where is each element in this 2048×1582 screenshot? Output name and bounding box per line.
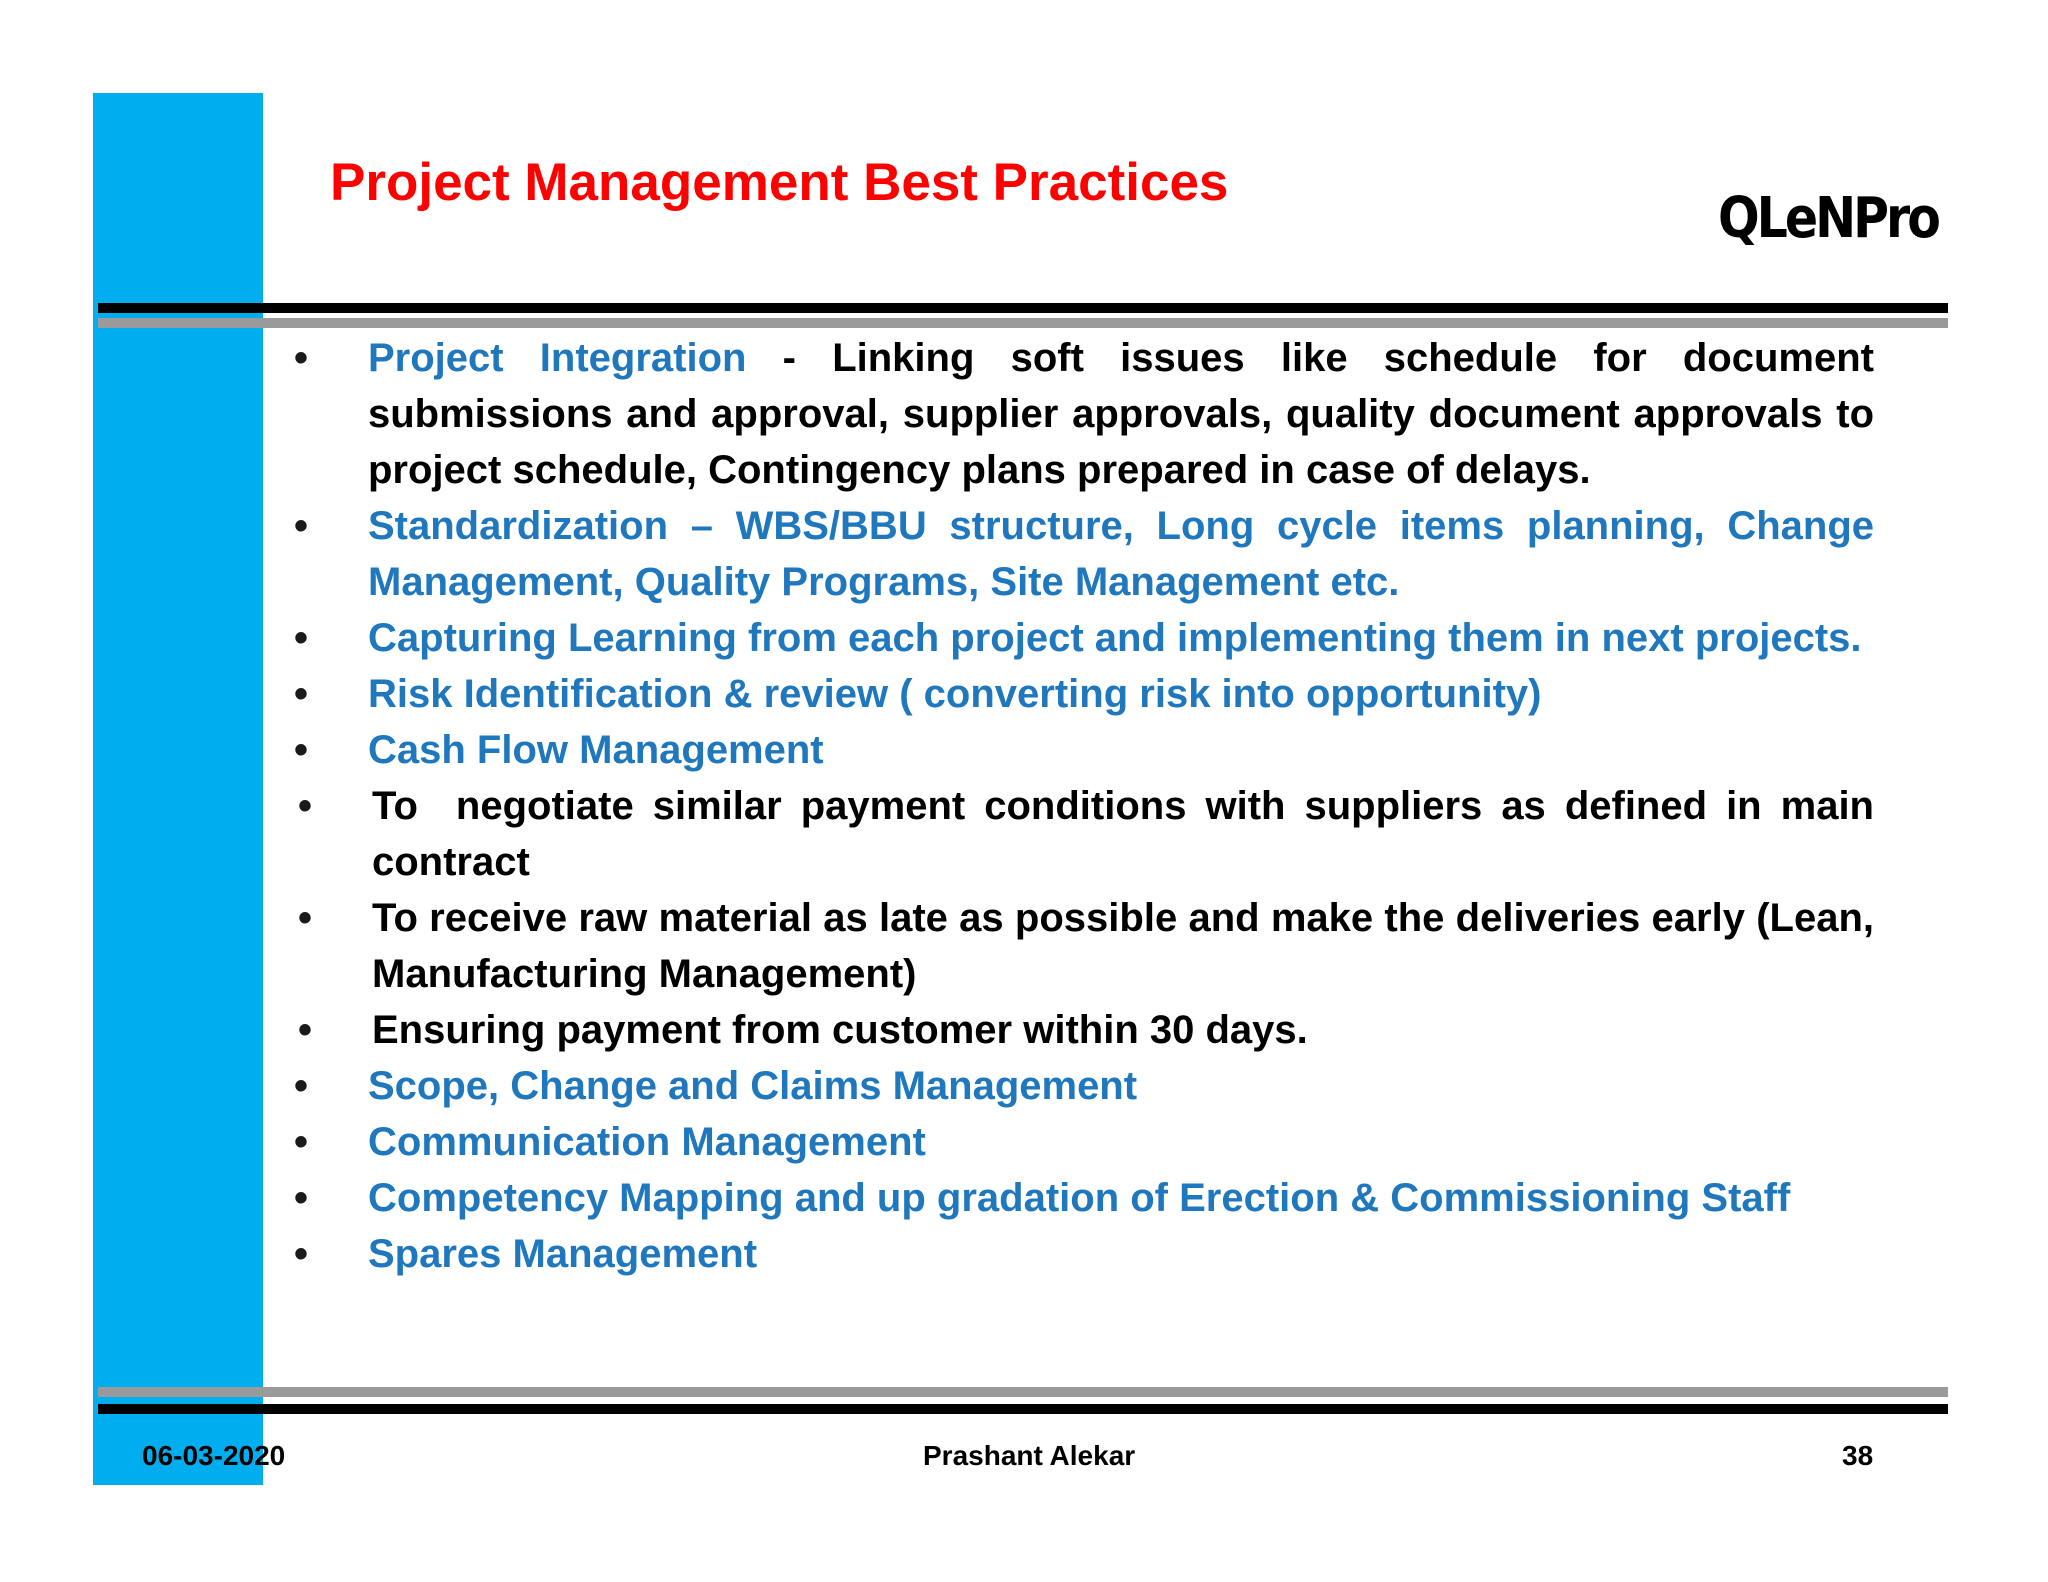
qlenpro-logo: QLeNPro [1718,185,1938,251]
bullet-capturing-learning [282,610,1874,666]
bullet-text: Communication Management [368,1120,926,1164]
cash-flow-sub-list [282,778,1886,1058]
header-rule-gray [98,318,1948,328]
footer-date: 06-03-2020 [142,1440,286,1471]
bullet-standardization [282,498,1874,610]
bullet-text: Competency Mapping and up gradation of Erection & Commissioning Staff [368,1176,1791,1220]
bullet-description: Linking soft issues like schedule for document submissions and approval, supplier approvals, quality document approvals to project schedule, Contingency plans prepared in case of delays. [368,336,1874,492]
bullet-spares-management [282,1226,1874,1282]
bullet-separator: - [746,336,833,380]
bullet-text: Scope, Change and Claims Management [368,1064,1138,1108]
bullet-dot: • [294,728,309,772]
sub-bullet-raw-material [282,890,1874,1002]
bullet-dot: • [294,616,309,660]
bullet-text: Capturing Learning from each project and implementing them in next projects. [368,616,1862,660]
bullet-dot: • [294,336,309,380]
sub-bullet-text: Ensuring payment from customer within 30 days. [372,1008,1308,1052]
page-number: 38 [1842,1440,1874,1471]
sub-bullet-payment [282,1002,1874,1058]
footer-rule-gray [98,1387,1948,1397]
bullet-dot: • [294,1232,309,1276]
bullet-dot: • [298,784,313,828]
bullet-text: Risk Identification & review ( converting risk into opportunity) [368,672,1542,716]
bullet-list [282,330,1886,1282]
bullet-dot: • [298,1008,313,1052]
bullet-text: Spares Management [368,1232,758,1276]
sub-bullet-negotiate [282,778,1886,890]
bullet-dot: • [294,1120,309,1164]
bullet-dot: • [294,1064,309,1108]
bullet-scope-change-claims [282,1058,1874,1114]
bullet-heading: Project Integration [368,336,747,380]
bullet-cash-flow-management [282,722,1874,778]
footer-rule-black [98,1404,1948,1414]
bullet-dot: • [294,672,309,716]
bullet-dot: • [294,504,309,548]
bullet-communication-management [282,1114,1874,1170]
bullet-text: Cash Flow Management [368,728,824,772]
slide-title: Project Management Best Practices [330,153,1229,212]
header-rule-black [98,303,1948,313]
bullet-risk-identification [282,666,1874,722]
footer-author: Prashant Alekar [923,1440,1136,1471]
left-accent-bar [93,93,263,1485]
sub-bullet-text: To receive raw material as late as possible and make the deliveries early (Lean, Manufacturing Management) [372,896,1874,996]
bullet-competency-mapping [282,1170,1874,1226]
bullet-project-integration [282,330,1874,498]
bullet-dot: • [294,1176,309,1220]
bullet-dot: • [298,896,313,940]
sub-bullet-text: To negotiate similar payment conditions with suppliers as defined in main contract [372,784,1886,884]
bullet-text: Standardization – WBS/BBU structure, Long cycle items planning, Change Management, Quality Programs, Site Management etc. [368,504,1874,604]
